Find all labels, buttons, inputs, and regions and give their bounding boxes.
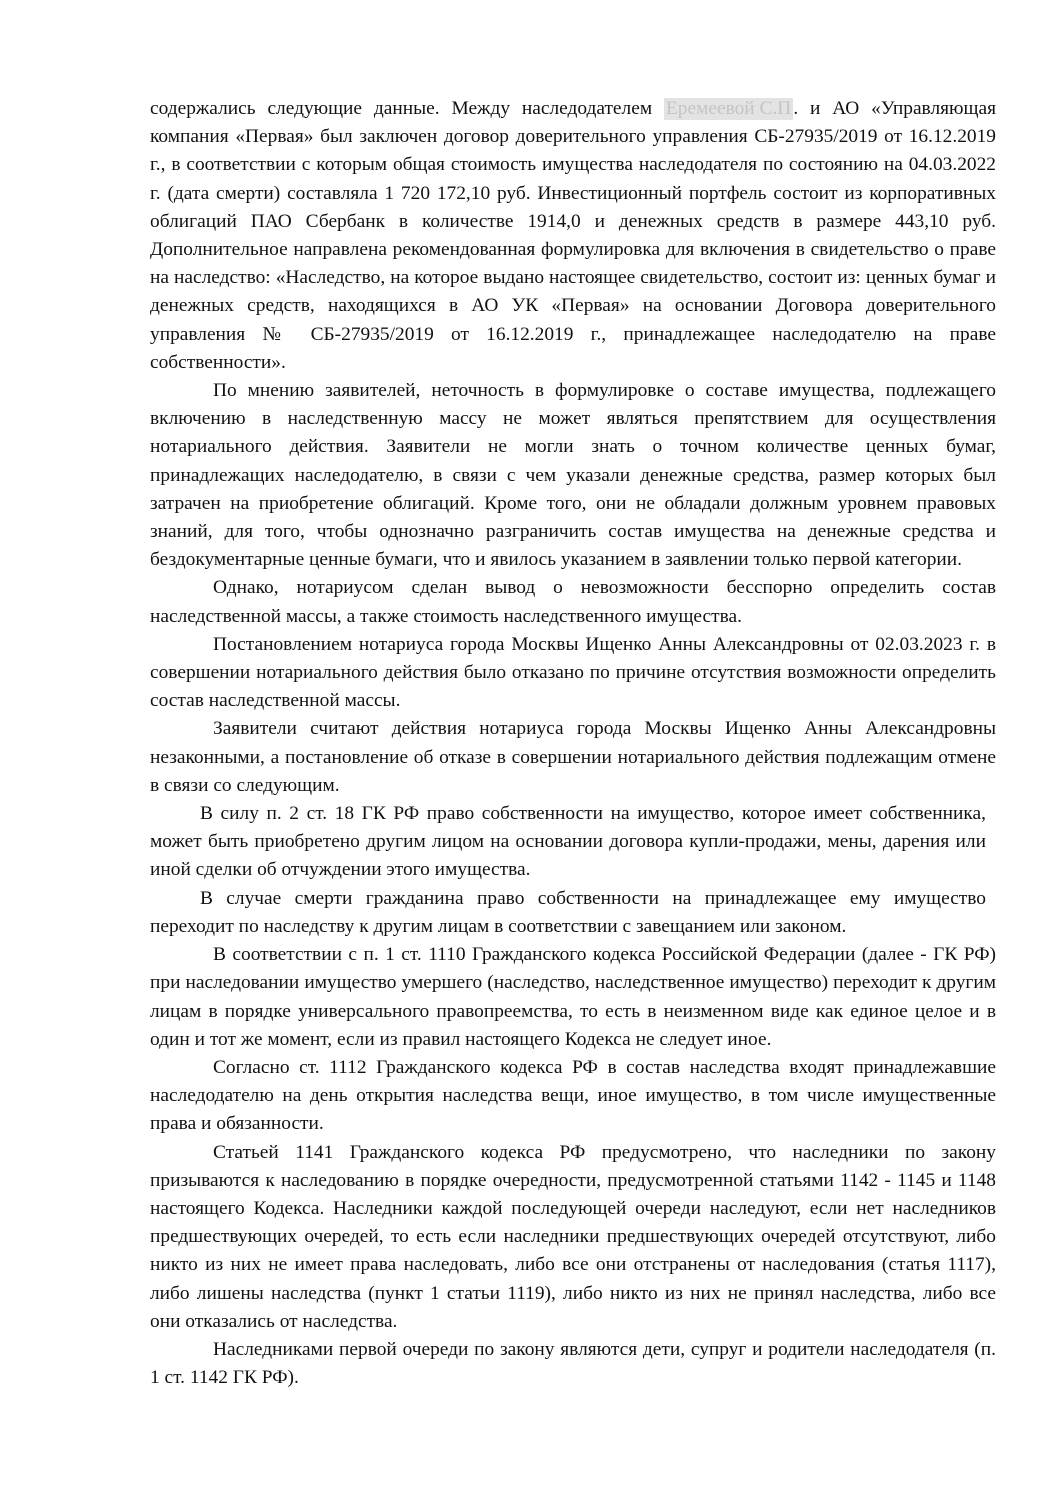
paragraph-article-1112: Согласно ст. 1112 Гражданского кодекса РФ в состав наследства входят принадлежавшие наследодателю на день открытия наследства вещи, иное имущество, в том числе имущественные права и обязанности. [150, 1056, 996, 1135]
paragraph-text: содержались следующие данные. Между наследодателем [150, 98, 664, 119]
redacted-name: Еремеевой С.П [665, 98, 792, 119]
paragraph-text: . и АО «Управляющая компания «Первая» был заключен договор доверительного управления СБ-27935/2019 от 16.12.2019 г., в соответствии с которым общая стоимость имущества наследодателя по состоянию на 04.03.2022 г. (дата смерти) составляла 1 720 172,10 руб. Инвестиционный портфель состоит из корпоративных облигаций ПАО Сбербанк в количестве 1914,0 и денежных средств в размере 443,10 руб. Дополнительное направлена рекомендованная формулировка для включения в свидетельство о праве на наследство: «Наследство, на которое выдано настоящее свидетельство, состоит из: ценных бумаг и денежных средств, находящихся в АО УК «Первая» на основании Договора доверительного управления № СБ-27935/2019 от 16.12.2019 г., принадлежащее наследодателю на праве собственности». [150, 98, 996, 373]
paragraph-article-1110: В соответствии с п. 1 ст. 1110 Гражданского кодекса Российской Федерации (далее - ГК РФ) при наследовании имущество умершего (наследство, наследственное имущество) переходит к другим лицам в порядке универсального правопреемства, то есть в неизменном виде как единое целое и в один и тот же момент, если из правил настоящего Кодекса не следует иное. [150, 944, 996, 1050]
paragraph-inheritance-transfer: В случае смерти гражданина право собственности на принадлежащее ему имущество переходит по наследству к другим лицам в соответствии с завещанием или законом. [150, 887, 986, 937]
paragraph-trust-agreement [150, 95, 996, 377]
paragraph-article-1141: Статьей 1141 Гражданского кодекса РФ предусмотрено, что наследники по закону призываются к наследованию в порядке очередности, предусмотренной статьями 1142 - 1145 и 1148 настоящего Кодекса. Наследники каждой последующей очереди наследуют, если нет наследников предшествующих очередей, то есть если наследники предшествующих очередей отсутствуют, либо никто из них не имеет права наследовать, либо все они отстранены от наследования (статья 1117), либо лишены наследства (пункт 1 статьи 1119), либо никто из них не принял наследства, либо все они отказались от наследства. [150, 1141, 996, 1332]
paragraph-notary-conclusion: Однако, нотариусом сделан вывод о невозможности бесспорно определить состав наследственной массы, а также стоимость наследственного имущества. [150, 577, 996, 627]
paragraph-applicants-opinion: По мнению заявителей, неточность в формулировке о составе имущества, подлежащего включению в наследственную массу не может являться препятствием для осуществления нотариального действия. Заявители не могли знать о точном количестве ценных бумаг, принадлежащих наследодателю, в связи с чем указали денежные средства, размер которых был затрачен на приобретение облигаций. Кроме того, они не обладали должным уровнем правовых знаний, для того, чтобы однозначно разграничить состав имущества на денежные средства и бездокументарные ценные бумаги, что и явилось указанием в заявлении только первой категории. [150, 380, 996, 571]
paragraph-first-order-heirs: Наследниками первой очереди по закону являются дети, супруг и родители наследодателя (п. 1 ст. 1142 ГК РФ). [150, 1338, 996, 1389]
paragraph-applicants-claim: Заявители считают действия нотариуса города Москвы Ищенко Анны Александровны незаконными, а постановление об отказе в совершении нотариального действия подлежащим отмене в связи со следующим. [150, 718, 996, 796]
document-page [150, 95, 996, 1392]
paragraph-article-18: В силу п. 2 ст. 18 ГК РФ право собственности на имущество, которое имеет собственника, может быть приобретено другим лицом на основании договора купли-продажи, мены, дарения или иной сделки об отчуждении этого имущества. [150, 803, 986, 881]
paragraph-notary-resolution: Постановлением нотариуса города Москвы Ищенко Анны Александровны от 02.03.2023 г. в совершении нотариального действия было отказано по причине отсутствия возможности определить состав наследственной массы. [150, 633, 996, 712]
